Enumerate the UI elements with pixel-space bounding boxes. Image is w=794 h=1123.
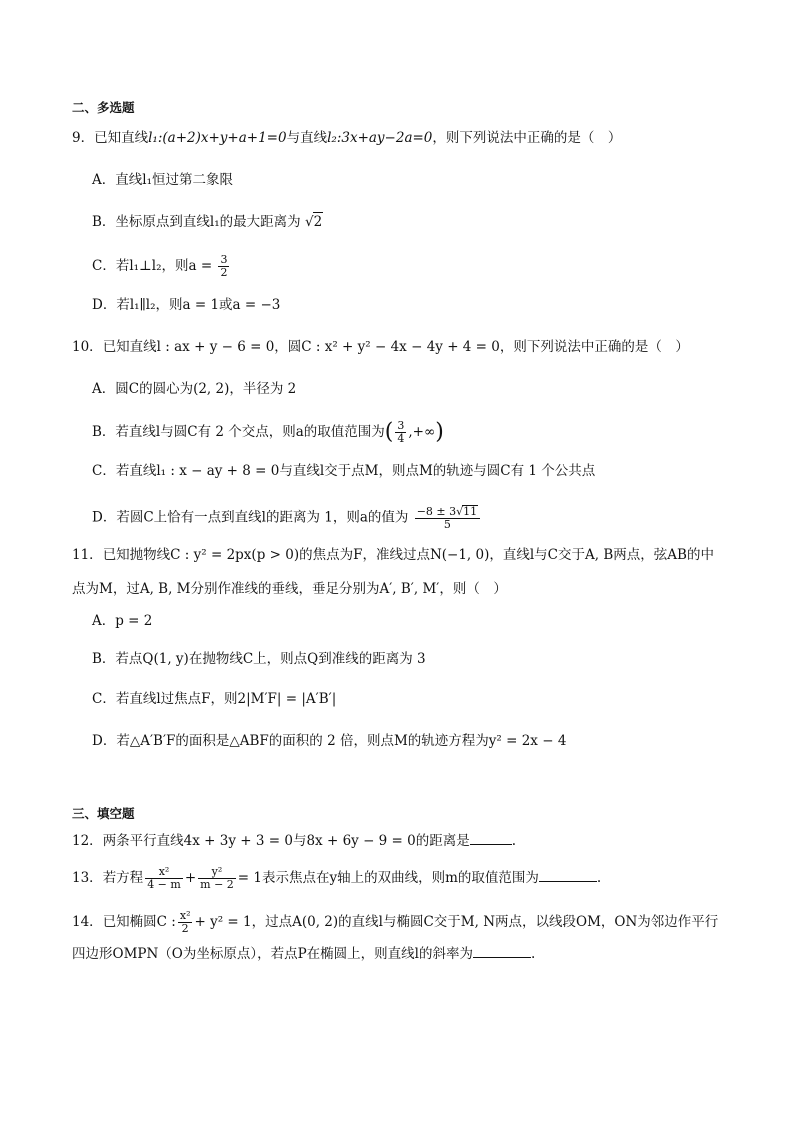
question-11-option-d: D．若△A′B′F的面积是△ABF的面积的 2 倍，则点M的轨迹方程为y² = 2x − 4 bbox=[92, 733, 567, 749]
question-9-stem: 9．已知直线l₁:(a+2)x+y+a+1=0与直线l₂:3x+ay−2a=0，则下列说法中正确的是（ ） bbox=[72, 130, 622, 146]
question-11-option-c: C．若直线l过焦点F，则2|M′F| = |A′B′| bbox=[92, 691, 337, 707]
question-number: 10． bbox=[72, 339, 103, 355]
question-10-option-c: C．若直线l₁ : x − ay + 8 = 0与直线l交于点M，则点M的轨迹与圆C有 1 个公共点 bbox=[92, 463, 596, 479]
section-heading-fill: 三、填空题 bbox=[72, 806, 135, 821]
question-number: 12． bbox=[72, 833, 103, 849]
question-11-stem-line1: 11．已知抛物线C : y² = 2px(p > 0)的焦点为F，准线过点N(−1, 0)，直线l与C交于A, B两点，弦AB的中 bbox=[72, 547, 714, 563]
question-14-line1: 14．已知椭圆C : $\frac{\text{x²}}{2}$ + y² = 1，过点A(0, 2)的直线l与椭圆C交于M, N两点，以线段OM，ON为邻边作平行 bbox=[72, 909, 719, 935]
answer-blank[interactable] bbox=[473, 945, 531, 958]
fraction: $\frac{-8 \pm 3√11}{5}$ bbox=[415, 505, 480, 531]
fraction: $\frac{3}{2}$ bbox=[220, 253, 228, 279]
question-14-line2: 四边形OMPN（O为坐标原点），若点P在椭圆上，则直线l的斜率为 . bbox=[72, 946, 536, 962]
question-number: 13． bbox=[72, 870, 103, 886]
fraction: $\frac{3}{4}$ bbox=[397, 419, 405, 445]
answer-blank[interactable] bbox=[470, 832, 512, 845]
fraction: $\frac{\text{x²}}{2}$ bbox=[179, 909, 191, 935]
question-10-option-d: D．若圆C上恰有一点到直线l的距离为 1，则a的值为 $\frac{-8 \pm 3√11}{5}$ bbox=[92, 505, 482, 531]
question-9-option-d: D．若l₁∥l₂，则a = 1或a = −3 bbox=[92, 297, 281, 313]
question-11-option-b: B．若点Q(1, y)在抛物线C上，则点Q到准线的距离为 3 bbox=[92, 651, 426, 667]
sqrt-sign: √ bbox=[456, 505, 464, 518]
sqrt-sign: √ bbox=[304, 214, 314, 230]
right-paren: ) bbox=[435, 419, 444, 445]
question-number: 14． bbox=[72, 914, 103, 930]
question-10-option-b: B．若直线l与圆C有 2 个交点，则a的取值范围为( $\frac{3}{4}$ ,+∞) bbox=[92, 419, 444, 445]
left-paren: ( bbox=[384, 419, 394, 445]
fraction: $\frac{\text{y²}}{m - 2}$ bbox=[200, 865, 234, 891]
question-10-stem: 10．已知直线l : ax + y − 6 = 0，圆C : x² + y² − 4x − 4y + 4 = 0，则下列说法中正确的是（ ） bbox=[72, 339, 689, 355]
section-heading-multi: 二、多选题 bbox=[72, 100, 135, 115]
fraction: $\frac{\text{x²}}{4 - m}$ bbox=[147, 865, 181, 891]
question-9-option-a: A．直线l₁恒过第二象限 bbox=[92, 172, 233, 188]
question-13: 13．若方程 $\frac{\text{x²}}{4 - m}$ + $\frac{\text{y²}}{m - 2}$ = 1表示焦点在y轴上的双曲线，则m的取值范围为 . bbox=[72, 865, 602, 891]
question-number: 11． bbox=[72, 547, 103, 563]
question-12: 12．两条平行直线4x + 3y + 3 = 0与8x + 6y − 9 = 0的距离是 . bbox=[72, 833, 517, 849]
question-10-option-a: A．圆C的圆心为(2, 2)，半径为 2 bbox=[92, 381, 297, 397]
question-9-option-c: C．若l₁⊥l₂，则a = $\frac{3}{2}$ bbox=[92, 253, 228, 279]
answer-blank[interactable] bbox=[539, 869, 597, 882]
question-11-stem-line2: 点为M，过A, B, M分别作准线的垂线，垂足分别为A′, B′, M′，则（ ） bbox=[72, 581, 507, 597]
question-11-option-a: A．p = 2 bbox=[92, 613, 153, 629]
question-9-option-b: B．坐标原点到直线l₁的最大距离为 √2 bbox=[92, 214, 323, 230]
question-number: 9． bbox=[72, 130, 95, 146]
